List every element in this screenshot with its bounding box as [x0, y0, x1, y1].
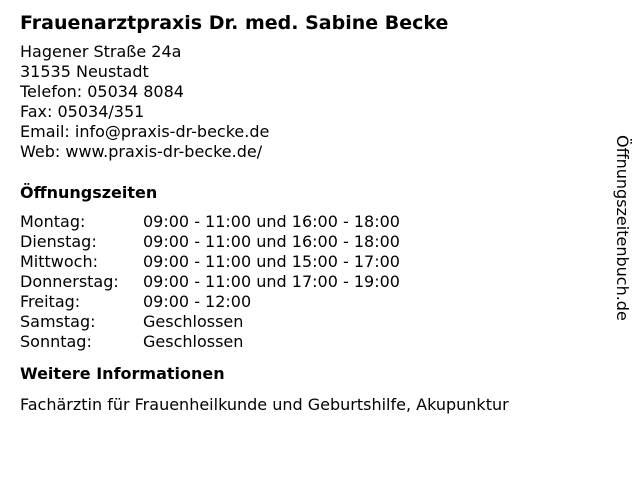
- address-street: Hagener Straße 24a: [20, 42, 182, 61]
- hours-row-wednesday: [20, 252, 600, 272]
- opening-hours-heading: Öffnungszeiten: [20, 183, 158, 202]
- hours-time: Geschlossen: [143, 332, 244, 351]
- further-info-heading: Weitere Informationen: [20, 364, 225, 383]
- hours-day: Montag:: [20, 212, 86, 231]
- hours-time: 09:00 - 11:00 und 15:00 - 17:00: [143, 252, 400, 271]
- address-city: 31535 Neustadt: [20, 62, 149, 81]
- hours-day: Samstag:: [20, 312, 96, 331]
- practice-name: Frauenarztpraxis Dr. med. Sabine Becke: [20, 12, 449, 34]
- hours-time: 09:00 - 11:00 und 16:00 - 18:00: [143, 212, 400, 231]
- hours-row-tuesday: [20, 232, 600, 252]
- contact-block: [20, 42, 600, 162]
- hours-day: Dienstag:: [20, 232, 97, 251]
- phone-line: Telefon: 05034 8084: [20, 82, 184, 101]
- hours-day: Donnerstag:: [20, 272, 119, 291]
- practice-card: [20, 10, 600, 415]
- hours-time: 09:00 - 11:00 und 17:00 - 19:00: [143, 272, 400, 291]
- fax-line: Fax: 05034/351: [20, 102, 145, 121]
- hours-row-saturday: [20, 312, 600, 332]
- hours-row-thursday: [20, 272, 600, 292]
- hours-time: 09:00 - 12:00: [143, 292, 252, 311]
- hours-row-friday: [20, 292, 600, 312]
- hours-day: Freitag:: [20, 292, 81, 311]
- further-info-text: Fachärztin für Frauenheilkunde und Geburtshilfe, Akupunktur: [20, 395, 509, 414]
- site-watermark: Öffnungszeitenbuch.de: [613, 135, 632, 321]
- hours-row-sunday: [20, 332, 600, 352]
- hours-time: 09:00 - 11:00 und 16:00 - 18:00: [143, 232, 400, 251]
- web-line: Web: www.praxis-dr-becke.de/: [20, 142, 263, 161]
- hours-row-monday: [20, 212, 600, 232]
- hours-day: Sonntag:: [20, 332, 92, 351]
- email-line: Email: info@praxis-dr-becke.de: [20, 122, 270, 141]
- opening-hours-table: [20, 212, 600, 352]
- hours-day: Mittwoch:: [20, 252, 98, 271]
- hours-time: Geschlossen: [143, 312, 244, 331]
